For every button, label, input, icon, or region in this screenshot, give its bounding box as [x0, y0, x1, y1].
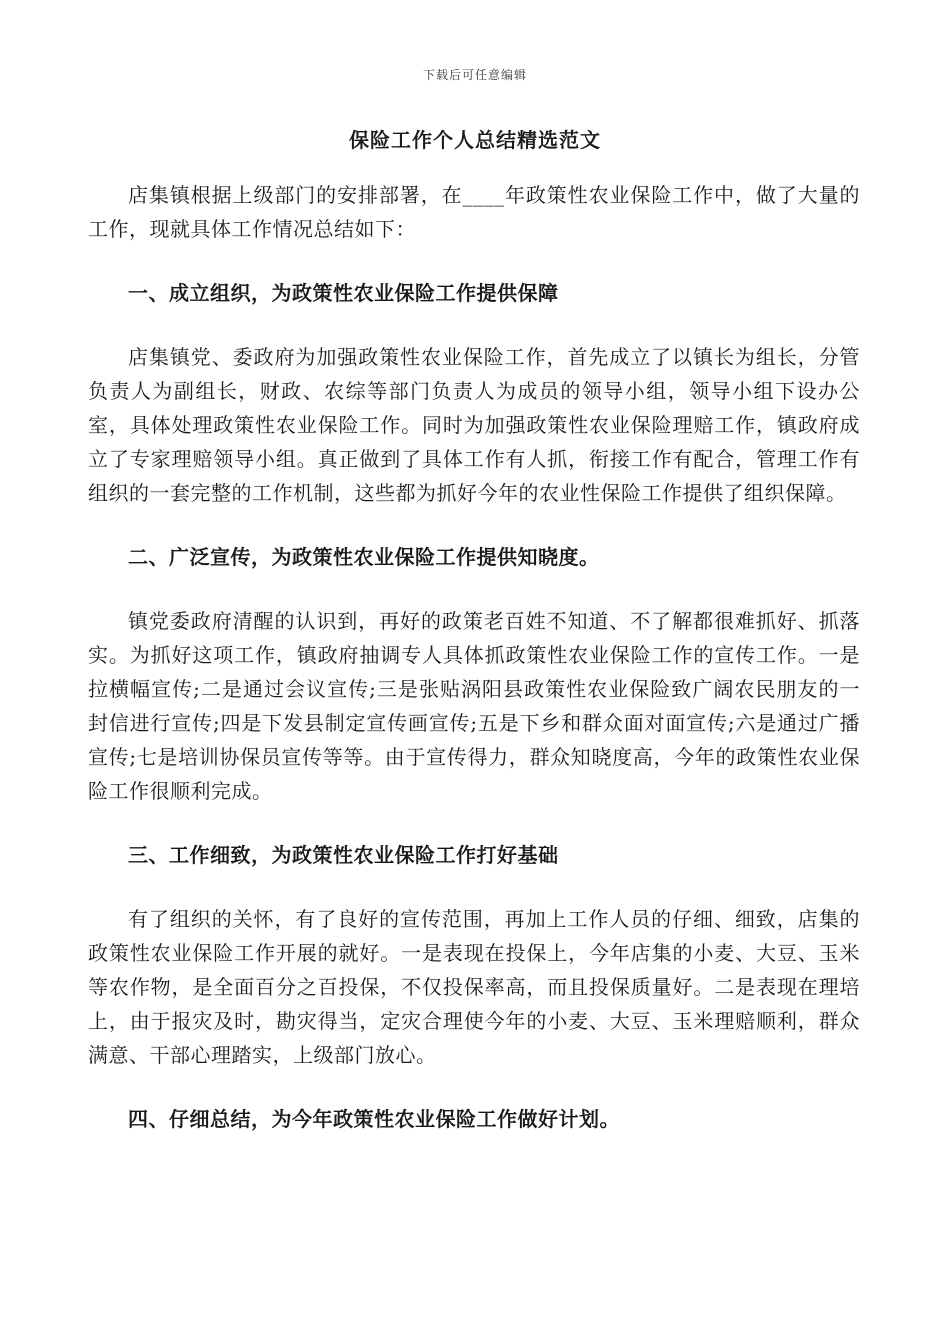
header-note: 下载后可任意编辑: [422, 68, 527, 82]
document-body: [88, 178, 860, 1136]
section-body-2: 镇党委政府清醒的认识到，再好的政策老百姓不知道、不了解都很难抓好、抓落实。为抓好这项工作，镇政府抽调专人具体抓政策性农业保险工作的宣传工作。一是拉横幅宣传;二是通过会议宣传;三是张贴涡阳县政策性农业保险致广阔农民朋友的一封信进行宣传;四是下发县制定宣传画宣传;五是下乡和群众面对面宣传;六是通过广播宣传;七是培训协保员宣传等等。由于宣传得力，群众知晓度高，今年的政策性农业保险工作很顺利完成。: [88, 609, 860, 803]
section-heading-1: 一、成立组织，为政策性农业保险工作提供保障: [128, 281, 559, 305]
document-title: 保险工作个人总结精选范文: [349, 128, 601, 152]
section-heading-3: 三、工作细致，为政策性农业保险工作打好基础: [128, 843, 559, 867]
intro-paragraph: 店集镇根据上级部门的安排部署，在____年政策性农业保险工作中，做了大量的工作，现就具体工作情况总结如下：: [88, 183, 860, 241]
section-heading-4: 四、仔细总结，为今年政策性农业保险工作做好计划。: [128, 1107, 620, 1131]
section-body-3: 有了组织的关怀，有了良好的宣传范围，再加上工作人员的仔细、细致，店集的政策性农业保险工作开展的就好。一是表现在投保上，今年店集的小麦、大豆、玉米等农作物，是全面百分之百投保，不仅投保率高，而且投保质量好。二是表现在理培上，由于报灾及时，勘灾得当，定灾合理使今年的小麦、大豆、玉米理赔顺利，群众满意、干部心理踏实，上级部门放心。: [88, 907, 860, 1067]
section-body-1: 店集镇党、委政府为加强政策性农业保险工作，首先成立了以镇长为组长，分管负责人为副组长，财政、农综等部门负责人为成员的领导小组，领导小组下设办公室，具体处理政策性农业保险工作。同时为加强政策性农业保险理赔工作，镇政府成立了专家理赔领导小组。真正做到了具体工作有人抓，衔接工作有配合，管理工作有组织的一套完整的工作机制，这些都为抓好今年的农业性保险工作提供了组织保障。: [88, 345, 860, 505]
section-heading-2: 二、广泛宣传，为政策性农业保险工作提供知晓度。: [128, 545, 600, 569]
